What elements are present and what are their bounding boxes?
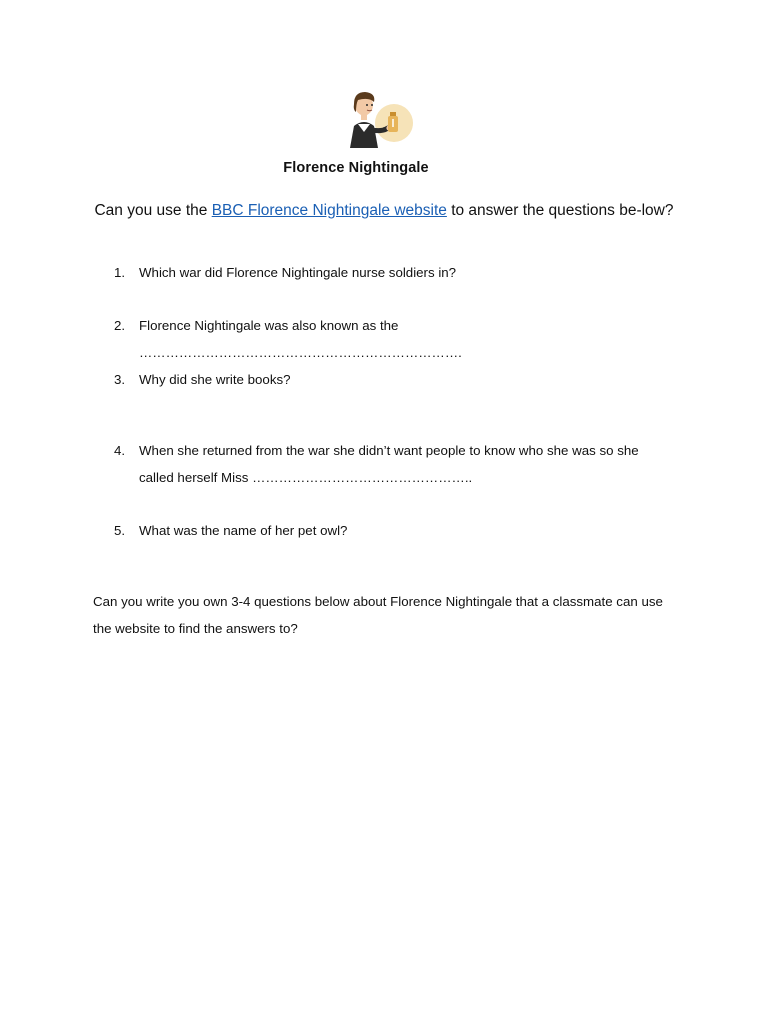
intro-after-link: to answer the questions be-low? <box>446 202 674 219</box>
question-item-3 <box>114 366 674 393</box>
question-item-2 <box>114 312 674 366</box>
question-number: 4. <box>114 443 126 458</box>
question-text: Florence Nightingale was also known as the ………………………………………………………………. <box>139 318 462 360</box>
bbc-website-link[interactable]: BBC Florence Nightingale website <box>211 202 447 219</box>
question-number: 3. <box>114 372 126 387</box>
intro-text <box>92 200 676 221</box>
question-number: 2. <box>114 318 126 333</box>
question-item-4 <box>114 437 674 491</box>
page-title: Florence Nightingale <box>283 160 429 176</box>
question-text: Which war did Florence Nightingale nurse soldiers in? <box>139 265 457 280</box>
question-number: 1. <box>114 265 126 280</box>
question-text: What was the name of her pet owl? <box>139 523 348 538</box>
question-text: When she returned from the war she didn’t want people to know who she was so she called herself Miss ………………………………………….. <box>139 443 639 485</box>
question-item-5 <box>114 517 674 544</box>
question-number: 5. <box>114 523 126 538</box>
closing-instructions: Can you write you own 3-4 questions below about Florence Nightingale that a classmate can use the website to find the answers to? <box>93 594 663 636</box>
intro-before-link: Can you use the <box>94 202 212 219</box>
question-item-1 <box>114 259 674 286</box>
question-text: Why did she write books? <box>139 372 291 387</box>
nurse-with-lamp-icon <box>336 88 418 148</box>
